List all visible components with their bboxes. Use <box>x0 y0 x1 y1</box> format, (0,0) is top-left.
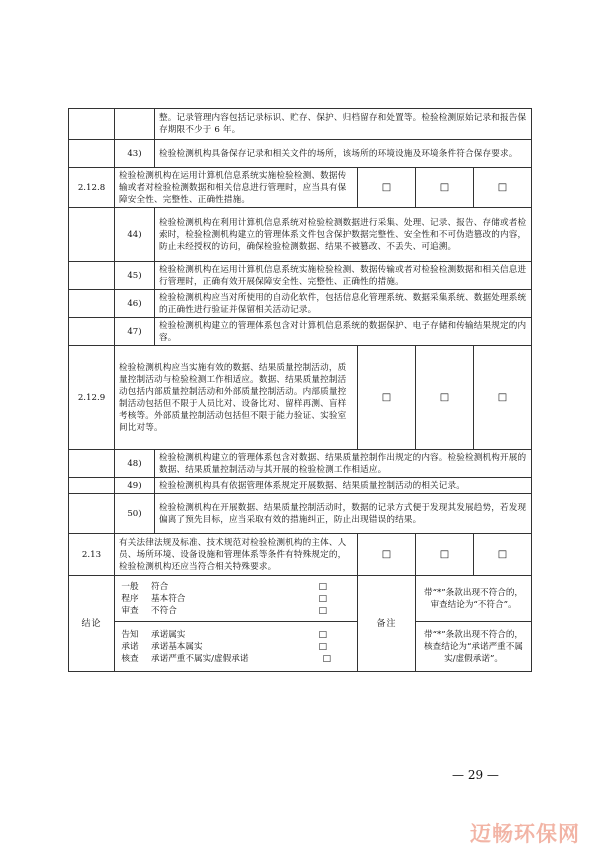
option-false[interactable] <box>151 653 357 665</box>
option-nonconform[interactable] <box>151 605 357 617</box>
item-number: 43) <box>115 140 155 168</box>
table-row <box>69 478 532 494</box>
table-row <box>69 262 532 290</box>
item-number: 48) <box>115 450 155 478</box>
conclusion-label: 结论 <box>69 576 115 672</box>
item-number: 46) <box>115 290 155 318</box>
general-review-head <box>115 581 145 617</box>
code-cell <box>69 478 115 494</box>
code-cell <box>69 494 115 534</box>
option-checkbox[interactable]: □ <box>318 593 327 604</box>
page-number: — 29 — <box>452 768 499 782</box>
option-label: 符合 <box>151 581 169 592</box>
code-cell <box>69 290 115 318</box>
table-row <box>69 168 532 208</box>
checkbox-basic[interactable]: □ <box>416 346 474 450</box>
clause-code: 2.12.8 <box>69 168 115 208</box>
code-cell <box>69 262 115 290</box>
clause-text: 检验检测机构具备保存记录和相关文件的场所，该场所的环境设施及环境条件符合保存要求。 <box>155 140 532 168</box>
table-row <box>69 290 532 318</box>
head-line: 核查 <box>121 653 139 664</box>
clause-code: 2.13 <box>69 534 115 576</box>
item-number: 45) <box>115 262 155 290</box>
table-row <box>69 109 532 140</box>
notify-verify-options <box>145 629 357 665</box>
checkbox-nonconform[interactable]: □ <box>474 168 532 208</box>
item-number: 47) <box>115 318 155 346</box>
code-cell <box>69 318 115 346</box>
option-checkbox[interactable]: □ <box>318 581 327 592</box>
checkbox-conform[interactable]: □ <box>358 346 416 450</box>
option-label: 基本符合 <box>151 593 186 604</box>
clause-text: 检验检测机构在运用计算机信息系统实施检验检测、数据传输或者对检验检测数据和相关信息进行管理时，正确有效开展保障安全性、完整性、正确性的措施。 <box>155 262 532 290</box>
table-row <box>69 346 532 450</box>
option-label: 不符合 <box>151 605 177 616</box>
checkbox-conform[interactable]: □ <box>358 534 416 576</box>
option-basically-true[interactable] <box>151 641 357 653</box>
item-number: 44) <box>115 208 155 262</box>
head-line: 承诺 <box>121 641 139 652</box>
conclusion-row <box>69 576 532 622</box>
remark-note-verify: 带“*”条款出现不符合的，核查结论为“承诺严重不属实/虚假承诺”。 <box>416 622 532 672</box>
item-number: 49) <box>115 478 155 494</box>
option-basic-conform[interactable] <box>151 593 357 605</box>
table-row <box>69 494 532 534</box>
head-line: 一般 <box>121 581 139 592</box>
remark-label: 备注 <box>358 576 416 672</box>
option-checkbox[interactable]: □ <box>318 629 327 640</box>
conclusion-row <box>69 622 532 672</box>
head-line: 程序 <box>121 593 139 604</box>
option-checkbox[interactable]: □ <box>318 605 327 616</box>
notify-verify-cell <box>115 622 358 672</box>
option-checkbox[interactable]: □ <box>318 641 327 652</box>
table-row <box>69 534 532 576</box>
table-row <box>69 318 532 346</box>
remark-note-general: 带“*”条款出现不符合的，审查结论为“不符合”。 <box>416 576 532 622</box>
head-line: 告知 <box>121 629 139 640</box>
table-row <box>69 208 532 262</box>
checkbox-nonconform[interactable]: □ <box>474 534 532 576</box>
checkbox-conform[interactable]: □ <box>358 168 416 208</box>
option-label: 承诺属实 <box>151 629 186 640</box>
clause-text: 检验检测机构在运用计算机信息系统实施检验检测、数据传输或者对检验检测数据和相关信息进行管理时，应当具有保障安全性、完整性、正确性措施。 <box>115 168 358 208</box>
clause-text: 检验检测机构建立的管理体系包含对计算机信息系统的数据保护、电子存储和传输结果规定的内容。 <box>155 318 532 346</box>
clause-text: 检验检测机构应当对所使用的自动化软件，包括信息化管理系统、数据采集系统、数据处理系统的正确性进行验证并保留相关活动记录。 <box>155 290 532 318</box>
head-line: 审查 <box>121 605 139 616</box>
option-label: 承诺严重不属实/虚假承诺 <box>151 653 249 664</box>
general-review-options <box>145 581 357 617</box>
clause-text: 检验检测机构在开展数据、结果质量控制活动时，数据的记录方式便于发现其发展趋势，若发现偏离了预先目标，应当采取有效的措施纠正，防止出现错误的结果。 <box>155 494 532 534</box>
clause-text: 整。记录管理内容包括记录标识、贮存、保护、归档留存和处置等。检验检测原始记录和报告保存期限不少于 6 年。 <box>155 109 532 140</box>
clause-text: 有关法律法规及标准、技术规范对检验检测机构的主体、人员、场所环境、设备设施和管理体系等条件有特殊规定的，检验检测机构还应当符合相关特殊要求。 <box>115 534 358 576</box>
option-conform[interactable] <box>151 581 357 593</box>
code-cell <box>69 109 115 140</box>
item-number: 50) <box>115 494 155 534</box>
table-row <box>69 450 532 478</box>
clause-text: 检验检测机构应当实施有效的数据、结果质量控制活动，质量控制活动与检验检测工作相适应。数据、结果质量控制活动包括内部质量控制活动和外部质量控制活动。内部质量控制活动包括但不限于人员比对、设备比对、留样再测、盲样考核等。外部质量控制活动包括但不限于能力验证、实验室间比对等。 <box>115 346 358 450</box>
table-row <box>69 140 532 168</box>
review-table <box>68 108 532 672</box>
clause-code: 2.12.9 <box>69 346 115 450</box>
option-checkbox[interactable]: □ <box>322 653 331 664</box>
general-review-cell <box>115 576 358 622</box>
checkbox-basic[interactable]: □ <box>416 534 474 576</box>
option-true[interactable] <box>151 629 357 641</box>
option-label: 承诺基本属实 <box>151 641 203 652</box>
code-cell <box>69 140 115 168</box>
num-cell <box>115 109 155 140</box>
clause-text: 检验检测机构建立的管理体系包含对数据、结果质量控制作出规定的内容。检验检测机构开展的数据、结果质量控制活动与其开展的检验检测工作相适应。 <box>155 450 532 478</box>
checkbox-nonconform[interactable]: □ <box>474 346 532 450</box>
checkbox-basic[interactable]: □ <box>416 168 474 208</box>
notify-verify-group <box>115 627 357 667</box>
code-cell <box>69 450 115 478</box>
general-review-group <box>115 579 357 619</box>
clause-text: 检验检测机构在利用计算机信息系统对检验检测数据进行采集、处理、记录、报告、存储或者检索时，检验检测机构建立的管理体系文件包含保护数据完整性、安全性和不可伪造篡改的内容，防止未经授权的访问，确保检验检测数据、结果不被篡改、不丢失、可追溯。 <box>155 208 532 262</box>
clause-text: 检验检测机构具有依据管理体系规定开展数据、结果质量控制活动的相关记录。 <box>155 478 532 494</box>
notify-verify-head <box>115 629 145 665</box>
watermark: 迈畅环保网 <box>470 822 580 846</box>
code-cell <box>69 208 115 262</box>
